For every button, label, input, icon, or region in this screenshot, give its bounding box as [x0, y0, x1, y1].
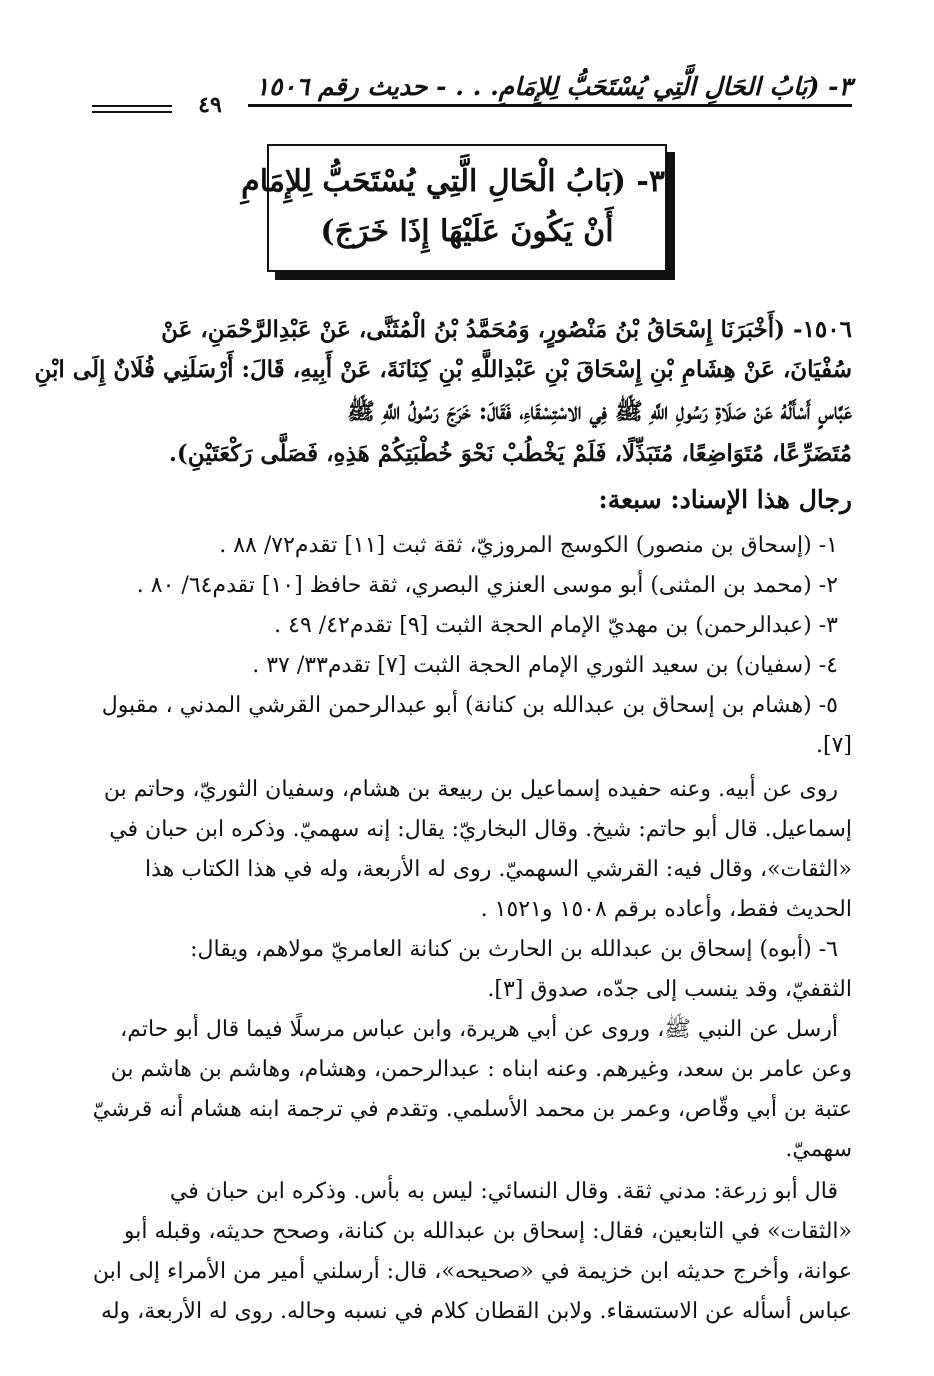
- narrator-entry-5-cont: [٧].: [816, 733, 852, 758]
- running-header-title: ٣- (بَابُ الحَالِ الَّتِي يُسْتَحَبُّ لِلإِمَامِ. . . - حديث رقم ١٥٠٦: [255, 72, 852, 101]
- paragraph-3-line: قال أبو زرعة: مدني ثقة. وقال النسائي: ليس به بأس. وذكره ابن حبان في: [169, 1179, 838, 1204]
- paragraph-2-line: أرسل عن النبي ﷺ، وروى عن أبي هريرة، وابن عباس مرسلًا فيما قال أبو حاتم،: [120, 1017, 838, 1042]
- paragraph-1-line: روى عن أبيه. وعنه حفيده إسماعيل بن ربيعة بن هشام، وسفيان الثوريّ، وحاتم بن: [103, 777, 838, 802]
- narrator-entry-5: ٥- (هشام بن إسحاق بن عبدالله بن كنانة) أبو عبدالرحمن القرشي المدني ، مقبول: [101, 693, 838, 718]
- paragraph-1-line: «الثقات»، وقال فيه: القرشي السهميّ. روى له الأربعة، وله في هذا الكتاب هذا: [144, 857, 852, 882]
- paragraph-3-line: عباس أسأله عن الاستسقاء. ولابن القطان كلام في نسبه وحاله. روى له الأربعة، وله: [101, 1299, 852, 1324]
- narrators-heading: رجال هذا الإسناد: سبعة:: [598, 485, 852, 514]
- narrator-entry-1: ١- (إسحاق بن منصور) الكوسج المروزيّ، ثقة ثبت [١١] تقدم٧٢/ ٨٨ .: [219, 533, 838, 558]
- header-rule: [248, 104, 852, 107]
- hadith-line: عَبَّاسٍ أَسْأَلُهُ عَنْ صَلَاةِ رَسُولِ اللَّهِ ﷺ فِي الاسْتِسْقَاءِ، فَقَالَ: خَرَجَ رَسُولُ اللَّهِ ﷺ: [347, 398, 852, 425]
- paragraph-1-line: الحديث فقط، وأعاده برقم ١٥٠٨ و١٥٢١ .: [480, 897, 852, 922]
- narrator-entry-3: ٣- (عبدالرحمن) بن مهديّ الإمام الحجة الثبت [٩] تقدم٤٢/ ٤٩ .: [274, 613, 838, 638]
- header-rule-short-2: [92, 111, 172, 113]
- narrator-entry-2: ٢- (محمد بن المثنى) أبو موسى العنزي البصري، ثقة حافظ [١٠] تقدم٦٤/ ٨٠ .: [136, 573, 838, 598]
- paragraph-3-line: عوانة، وأخرج حديثه ابن خزيمة في «صحيحه»، قال: أرسلني أمير من الأمراء إلى ابن: [92, 1259, 852, 1284]
- hadith-line: ١٥٠٦- (أَخْبَرَنَا إِسْحَاقُ بْنُ مَنْصُورٍ، وَمُحَمَّدُ بْنُ الْمُثَنَّى، عَنْ عَبْدِالرَّحْمَنِ، عَنْ: [161, 316, 852, 343]
- paragraph-1-line: إسماعيل. قال أبو حاتم: شيخ. وقال البخاريّ: يقال: إنه سهميّ. وذكره ابن حبان في: [109, 817, 852, 842]
- paragraph-2-line: وعن عامر بن سعد، وغيرهم. وعنه ابناه : عبدالرحمن، وهشام، وهاشم بن هاشم بن: [110, 1057, 852, 1082]
- paragraph-2-line: سهميّ.: [785, 1137, 852, 1162]
- header-rule-short: [92, 105, 172, 107]
- narrator-entry-6: ٦- (أبوه) إسحاق بن عبدالله بن الحارث بن كنانة العامريّ مولاهم، ويقال:: [190, 937, 838, 962]
- hadith-line: مُتَضَرِّعًا، مُتَوَاضِعًا، مُتَبَذِّلًا، فَلَمْ يَخْطُبْ نَحْوَ خُطْبَتِكُمْ هَذِهِ، فَصَلَّى رَكْعَتَيْنِ).: [168, 440, 852, 467]
- page-number: ٤٩: [198, 92, 222, 118]
- narrator-entry-6-cont: الثقفيّ، وقد ينسب إلى جدّه، صدوق [٣].: [487, 977, 852, 1002]
- paragraph-3-line: «الثقات» في التابعين، فقال: إسحاق بن عبدالله بن كنانة، وصحح حديثه، وقبله أبو: [123, 1219, 852, 1244]
- chapter-title-line-2: أَنْ يَكُونَ عَلَيْهَا إِذَا خَرَجَ): [320, 214, 614, 249]
- paragraph-2-line: عتبة بن أبي وقّاص، وعمر بن محمد الأسلمي. وتقدم في ترجمة ابنه هشام أنه قرشيّ: [92, 1097, 852, 1122]
- chapter-title-line-1: ٣- (بَابُ الْحَالِ الَّتِي يُسْتَحَبُّ لِلإِمَامِ: [241, 164, 665, 199]
- chapter-title-box: [241, 144, 667, 272]
- narrator-entry-4: ٤- (سفيان) بن سعيد الثوري الإمام الحجة الثبت [٧] تقدم٣٣/ ٣٧ .: [252, 653, 838, 678]
- hadith-line: سُفْيَانَ، عَنْ هِشَامِ بْنِ إِسْحَاقَ بْنِ عَبْدِاللَّهِ بْنِ كِنَانَةَ، عَنْ أَبِيهِ، قَالَ: أَرْسَلَنِي فُلَانٌ إِلَى ابْنِ: [34, 356, 852, 383]
